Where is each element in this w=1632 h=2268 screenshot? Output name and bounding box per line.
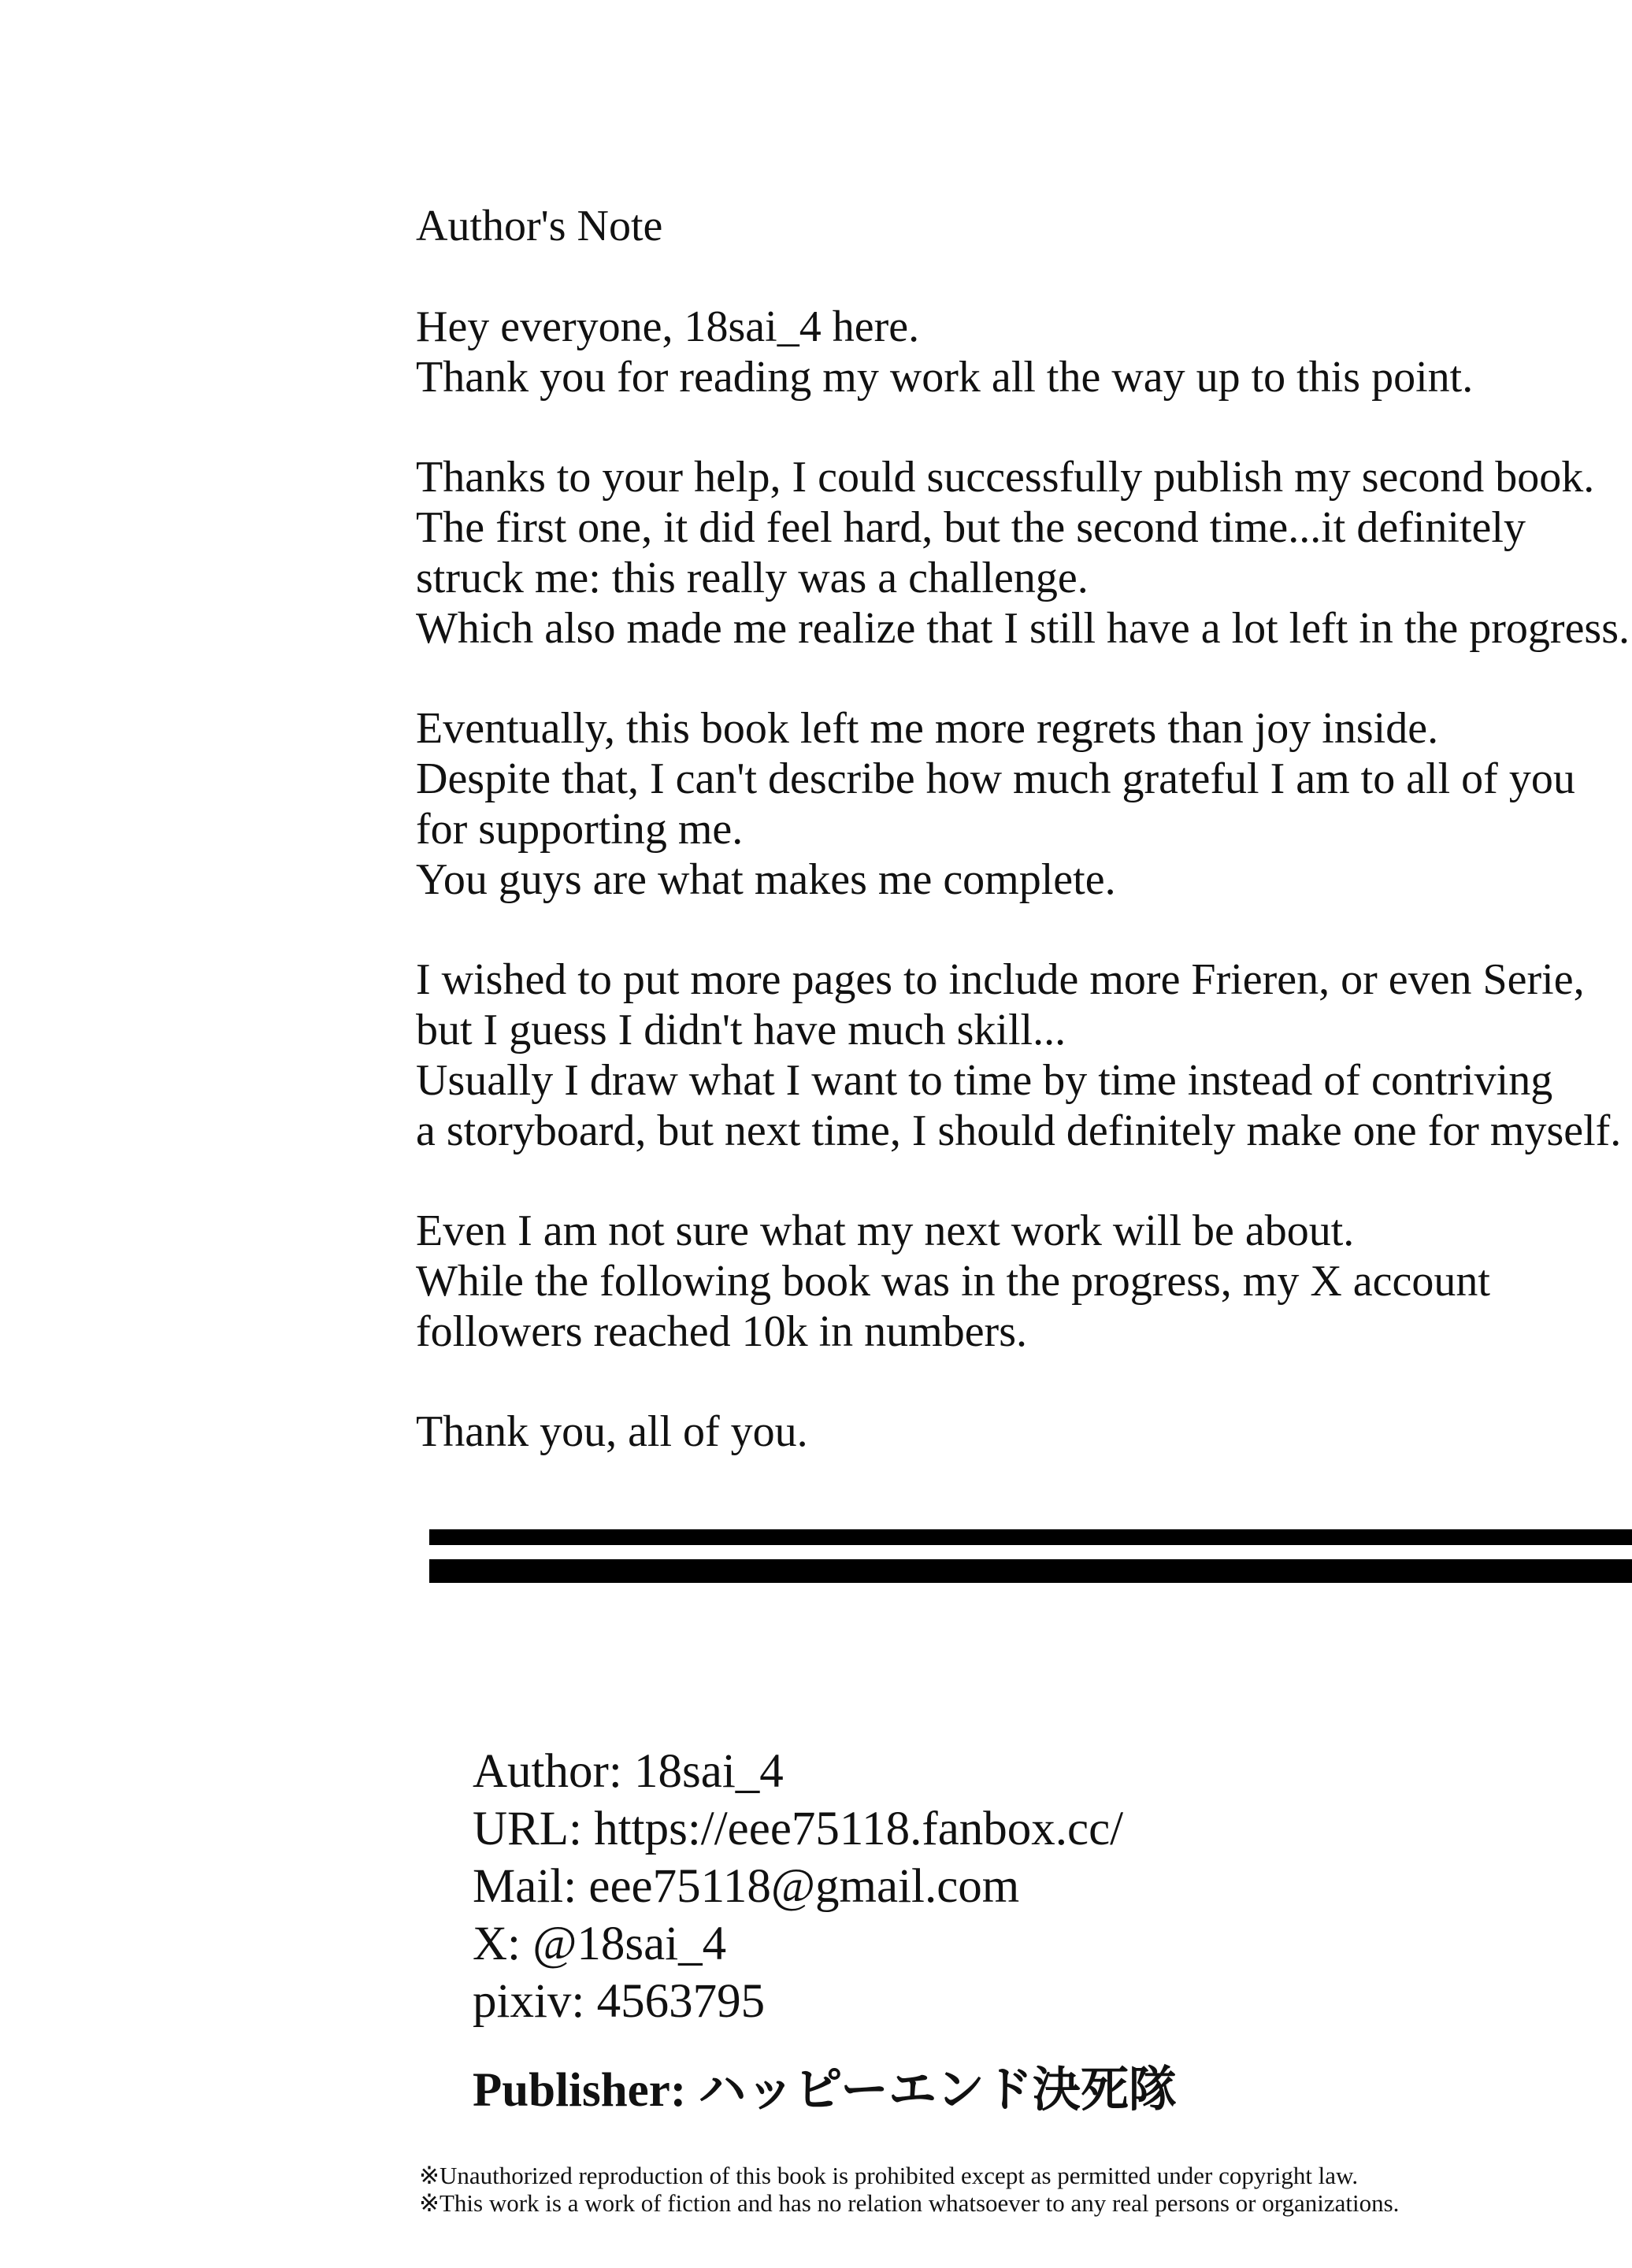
note-line: The first one, it did feel hard, but the second time...it definitely: [416, 503, 1526, 552]
x-handle-line: X: @18sai_4: [473, 1918, 727, 1970]
note-line: Despite that, I can't describe how much grateful I am to all of you: [416, 754, 1575, 803]
note-paragraph: [416, 703, 1632, 905]
legal-notice: [419, 2162, 1399, 2217]
note-line: Eventually, this book left me more regrets than joy inside.: [416, 704, 1439, 753]
note-line: I wished to put more pages to include more Frieren, or even Serie,: [416, 955, 1585, 1004]
url-line: URL: https://eee75118.fanbox.cc/: [473, 1803, 1124, 1855]
note-line: You guys are what makes me complete.: [416, 855, 1116, 904]
note-line: for supporting me.: [416, 805, 744, 854]
mail-line: Mail: eee75118@gmail.com: [473, 1860, 1020, 1913]
note-line: Thank you, all of you.: [416, 1407, 808, 1456]
note-paragraph: [416, 1206, 1632, 1357]
note-title: Author's Note: [416, 202, 663, 250]
note-paragraph: [416, 302, 1632, 402]
author-line: Author: 18sai_4: [473, 1745, 784, 1798]
note-line: Which also made me realize that I still have a lot left in the progress.: [416, 604, 1630, 653]
note-line: Thanks to your help, I could successfully publish my second book.: [416, 453, 1595, 502]
note-paragraph: [416, 1406, 1632, 1457]
publisher-line: Publisher: ハッピーエンド決死隊: [473, 2064, 1177, 2117]
note-line: While the following book was in the progress, my X account: [416, 1257, 1490, 1306]
divider-thick: [429, 1559, 1632, 1583]
note-line: but I guess I didn't have much skill...: [416, 1006, 1066, 1054]
authors-note: [416, 201, 1632, 1506]
fiction-disclaimer: ※This work is a work of fiction and has no relation whatsoever to any real persons or organizations.: [419, 2189, 1400, 2217]
note-line: a storyboard, but next time, I should definitely make one for myself.: [416, 1106, 1622, 1155]
pixiv-line: pixiv: 4563795: [473, 1975, 766, 2028]
note-line: struck me: this really was a challenge.: [416, 554, 1089, 602]
note-line: followers reached 10k in numbers.: [416, 1307, 1027, 1356]
note-paragraph: [416, 954, 1632, 1156]
note-line: Even I am not sure what my next work will be about.: [416, 1206, 1355, 1255]
divider-thin: [429, 1529, 1632, 1545]
colophon: [473, 1743, 1177, 2119]
note-line: Thank you for reading my work all the way up to this point.: [416, 353, 1474, 402]
copyright-notice: ※Unauthorized reproduction of this book is prohibited except as permitted under copyright law.: [419, 2162, 1359, 2189]
note-paragraph: [416, 452, 1632, 654]
note-line: Usually I draw what I want to time by time instead of contriving: [416, 1056, 1553, 1105]
note-line: Hey everyone, 18sai_4 here.: [416, 302, 920, 351]
